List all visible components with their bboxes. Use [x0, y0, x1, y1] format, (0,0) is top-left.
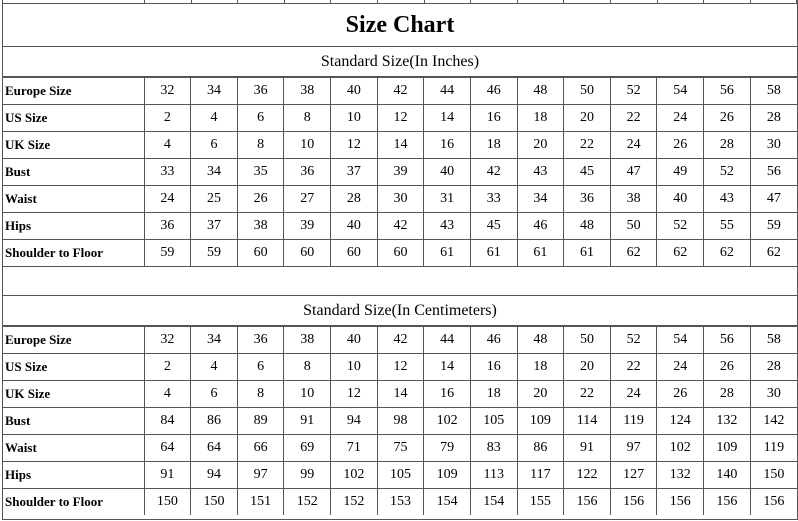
- table-cell: 38: [284, 78, 331, 105]
- table-cell: 102: [657, 435, 704, 462]
- row-label: US Size: [3, 105, 144, 132]
- table-cell: 35: [237, 159, 284, 186]
- table-cell: 36: [284, 159, 331, 186]
- centimeters-section-title: Standard Size(In Centimeters): [3, 296, 797, 326]
- table-cell: 12: [377, 354, 424, 381]
- table-row: [3, 78, 797, 105]
- table-cell: 45: [470, 213, 517, 240]
- table-cell: 40: [331, 327, 378, 354]
- table-cell: 50: [610, 213, 657, 240]
- table-cell: 52: [610, 78, 657, 105]
- chart-title: Size Chart: [3, 3, 797, 47]
- table-cell: 152: [284, 489, 331, 516]
- row-label: Europe Size: [3, 78, 144, 105]
- table-cell: 86: [191, 408, 238, 435]
- table-cell: 26: [657, 132, 704, 159]
- row-label: Hips: [3, 462, 144, 489]
- table-cell: 40: [331, 78, 378, 105]
- table-cell: 16: [424, 132, 471, 159]
- table-cell: 34: [191, 78, 238, 105]
- table-cell: 156: [657, 489, 704, 516]
- table-cell: 52: [657, 213, 704, 240]
- table-cell: 48: [517, 78, 564, 105]
- table-cell: 16: [424, 381, 471, 408]
- table-cell: 46: [517, 213, 564, 240]
- table-cell: 84: [144, 408, 191, 435]
- table-cell: 102: [331, 462, 378, 489]
- table-cell: 10: [284, 381, 331, 408]
- table-cell: 34: [191, 327, 238, 354]
- table-cell: 32: [144, 78, 191, 105]
- table-cell: 52: [704, 159, 751, 186]
- table-cell: 97: [610, 435, 657, 462]
- table-cell: 55: [704, 213, 751, 240]
- table-cell: 52: [610, 327, 657, 354]
- table-cell: 24: [610, 381, 657, 408]
- table-cell: 12: [331, 132, 378, 159]
- table-cell: 28: [704, 132, 751, 159]
- table-cell: 64: [144, 435, 191, 462]
- table-cell: 31: [424, 186, 471, 213]
- row-label: Shoulder to Floor: [3, 489, 144, 516]
- table-cell: 42: [470, 159, 517, 186]
- table-cell: 58: [750, 327, 797, 354]
- table-cell: 6: [237, 105, 284, 132]
- table-row: [3, 240, 797, 267]
- table-cell: 36: [237, 78, 284, 105]
- table-cell: 62: [610, 240, 657, 267]
- table-cell: 32: [144, 327, 191, 354]
- table-cell: 36: [237, 327, 284, 354]
- table-cell: 45: [564, 159, 611, 186]
- table-cell: 26: [704, 354, 751, 381]
- table-cell: 151: [237, 489, 284, 516]
- table-cell: 12: [331, 381, 378, 408]
- table-cell: 122: [564, 462, 611, 489]
- table-cell: 2: [144, 105, 191, 132]
- table-cell: 119: [610, 408, 657, 435]
- table-cell: 61: [564, 240, 611, 267]
- table-cell: 156: [564, 489, 611, 516]
- table-cell: 46: [470, 327, 517, 354]
- table-cell: 156: [610, 489, 657, 516]
- table-cell: 60: [331, 240, 378, 267]
- table-cell: 42: [377, 78, 424, 105]
- table-cell: 94: [191, 462, 238, 489]
- table-cell: 152: [331, 489, 378, 516]
- table-cell: 10: [331, 105, 378, 132]
- table-cell: 25: [191, 186, 238, 213]
- table-cell: 59: [191, 240, 238, 267]
- table-cell: 49: [657, 159, 704, 186]
- table-cell: 109: [517, 408, 564, 435]
- table-cell: 18: [517, 105, 564, 132]
- table-cell: 40: [657, 186, 704, 213]
- table-cell: 22: [610, 105, 657, 132]
- table-cell: 153: [377, 489, 424, 516]
- table-cell: 33: [144, 159, 191, 186]
- table-cell: 24: [144, 186, 191, 213]
- table-cell: 24: [657, 105, 704, 132]
- table-cell: 43: [424, 213, 471, 240]
- table-cell: 127: [610, 462, 657, 489]
- table-row: [3, 408, 797, 435]
- table-cell: 34: [517, 186, 564, 213]
- table-cell: 10: [284, 132, 331, 159]
- inches-section-title: Standard Size(In Inches): [3, 47, 797, 77]
- inches-size-table: [3, 77, 797, 267]
- table-cell: 61: [424, 240, 471, 267]
- table-cell: 6: [191, 381, 238, 408]
- table-cell: 43: [517, 159, 564, 186]
- table-cell: 33: [470, 186, 517, 213]
- table-cell: 59: [750, 213, 797, 240]
- table-cell: 36: [564, 186, 611, 213]
- table-cell: 39: [284, 213, 331, 240]
- table-cell: 54: [657, 78, 704, 105]
- table-cell: 20: [564, 105, 611, 132]
- table-cell: 44: [424, 78, 471, 105]
- table-cell: 14: [424, 354, 471, 381]
- table-cell: 30: [750, 132, 797, 159]
- table-cell: 150: [191, 489, 238, 516]
- table-cell: 58: [750, 78, 797, 105]
- table-cell: 56: [704, 327, 751, 354]
- table-cell: 8: [284, 354, 331, 381]
- table-row: [3, 462, 797, 489]
- table-cell: 150: [144, 489, 191, 516]
- table-cell: 60: [377, 240, 424, 267]
- table-cell: 12: [377, 105, 424, 132]
- row-label: Bust: [3, 159, 144, 186]
- table-cell: 40: [424, 159, 471, 186]
- row-label: Waist: [3, 435, 144, 462]
- table-cell: 124: [657, 408, 704, 435]
- table-cell: 119: [750, 435, 797, 462]
- table-cell: 61: [517, 240, 564, 267]
- table-row: [3, 381, 797, 408]
- table-cell: 14: [424, 105, 471, 132]
- table-cell: 47: [610, 159, 657, 186]
- table-cell: 94: [331, 408, 378, 435]
- table-cell: 156: [750, 489, 797, 516]
- table-cell: 24: [610, 132, 657, 159]
- table-cell: 26: [237, 186, 284, 213]
- table-row: [3, 354, 797, 381]
- table-cell: 61: [470, 240, 517, 267]
- table-cell: 83: [470, 435, 517, 462]
- table-cell: 154: [470, 489, 517, 516]
- table-cell: 20: [517, 132, 564, 159]
- centimeters-size-table: [3, 326, 797, 515]
- table-cell: 114: [564, 408, 611, 435]
- table-cell: 28: [331, 186, 378, 213]
- table-row: [3, 489, 797, 516]
- table-cell: 22: [564, 381, 611, 408]
- row-label: Shoulder to Floor: [3, 240, 144, 267]
- table-cell: 24: [657, 354, 704, 381]
- table-row: [3, 132, 797, 159]
- section-spacer: [3, 269, 797, 296]
- table-cell: 117: [517, 462, 564, 489]
- table-cell: 154: [424, 489, 471, 516]
- table-cell: 97: [237, 462, 284, 489]
- table-cell: 59: [144, 240, 191, 267]
- table-cell: 18: [470, 381, 517, 408]
- table-cell: 34: [191, 159, 238, 186]
- table-cell: 89: [237, 408, 284, 435]
- table-cell: 50: [564, 78, 611, 105]
- table-cell: 43: [704, 186, 751, 213]
- table-row: [3, 159, 797, 186]
- table-cell: 30: [377, 186, 424, 213]
- table-cell: 47: [750, 186, 797, 213]
- row-label: US Size: [3, 354, 144, 381]
- table-cell: 10: [331, 354, 378, 381]
- table-cell: 79: [424, 435, 471, 462]
- table-cell: 109: [704, 435, 751, 462]
- table-cell: 39: [377, 159, 424, 186]
- table-cell: 27: [284, 186, 331, 213]
- table-cell: 50: [564, 327, 611, 354]
- table-cell: 46: [470, 78, 517, 105]
- table-cell: 37: [331, 159, 378, 186]
- table-cell: 4: [144, 381, 191, 408]
- table-cell: 86: [517, 435, 564, 462]
- table-cell: 150: [750, 462, 797, 489]
- table-cell: 8: [237, 381, 284, 408]
- row-label: Waist: [3, 186, 144, 213]
- table-cell: 14: [377, 132, 424, 159]
- table-cell: 113: [470, 462, 517, 489]
- table-cell: 28: [750, 354, 797, 381]
- table-cell: 109: [424, 462, 471, 489]
- table-cell: 132: [657, 462, 704, 489]
- table-cell: 40: [331, 213, 378, 240]
- table-cell: 4: [191, 354, 238, 381]
- table-cell: 48: [517, 327, 564, 354]
- table-row: [3, 213, 797, 240]
- table-cell: 105: [470, 408, 517, 435]
- table-cell: 16: [470, 105, 517, 132]
- table-cell: 22: [610, 354, 657, 381]
- table-cell: 20: [517, 381, 564, 408]
- table-cell: 105: [377, 462, 424, 489]
- table-cell: 156: [704, 489, 751, 516]
- table-cell: 2: [144, 354, 191, 381]
- table-cell: 91: [284, 408, 331, 435]
- table-row: [3, 327, 797, 354]
- table-cell: 16: [470, 354, 517, 381]
- row-label: UK Size: [3, 381, 144, 408]
- table-cell: 142: [750, 408, 797, 435]
- table-cell: 62: [750, 240, 797, 267]
- table-cell: 91: [144, 462, 191, 489]
- table-cell: 69: [284, 435, 331, 462]
- table-cell: 44: [424, 327, 471, 354]
- table-cell: 99: [284, 462, 331, 489]
- table-cell: 66: [237, 435, 284, 462]
- table-cell: 28: [704, 381, 751, 408]
- table-cell: 60: [284, 240, 331, 267]
- table-cell: 42: [377, 213, 424, 240]
- row-label: UK Size: [3, 132, 144, 159]
- table-cell: 102: [424, 408, 471, 435]
- table-row: [3, 105, 797, 132]
- table-cell: 20: [564, 354, 611, 381]
- row-label: Hips: [3, 213, 144, 240]
- table-cell: 64: [191, 435, 238, 462]
- table-cell: 8: [237, 132, 284, 159]
- table-cell: 71: [331, 435, 378, 462]
- table-row: [3, 186, 797, 213]
- table-cell: 54: [657, 327, 704, 354]
- table-cell: 14: [377, 381, 424, 408]
- table-cell: 155: [517, 489, 564, 516]
- table-cell: 60: [237, 240, 284, 267]
- table-cell: 62: [704, 240, 751, 267]
- table-cell: 98: [377, 408, 424, 435]
- table-cell: 132: [704, 408, 751, 435]
- table-cell: 26: [704, 105, 751, 132]
- table-cell: 140: [704, 462, 751, 489]
- table-cell: 42: [377, 327, 424, 354]
- table-cell: 18: [517, 354, 564, 381]
- table-cell: 4: [144, 132, 191, 159]
- table-cell: 28: [750, 105, 797, 132]
- table-cell: 56: [704, 78, 751, 105]
- table-cell: 62: [657, 240, 704, 267]
- table-cell: 36: [144, 213, 191, 240]
- size-chart: [2, 0, 798, 520]
- table-cell: 37: [191, 213, 238, 240]
- table-cell: 38: [237, 213, 284, 240]
- row-label: Europe Size: [3, 327, 144, 354]
- table-cell: 8: [284, 105, 331, 132]
- table-cell: 75: [377, 435, 424, 462]
- row-label: Bust: [3, 408, 144, 435]
- table-cell: 56: [750, 159, 797, 186]
- table-cell: 6: [237, 354, 284, 381]
- table-cell: 38: [610, 186, 657, 213]
- table-cell: 48: [564, 213, 611, 240]
- table-cell: 18: [470, 132, 517, 159]
- table-cell: 91: [564, 435, 611, 462]
- table-cell: 30: [750, 381, 797, 408]
- table-cell: 38: [284, 327, 331, 354]
- table-row: [3, 435, 797, 462]
- table-cell: 22: [564, 132, 611, 159]
- table-cell: 6: [191, 132, 238, 159]
- table-cell: 4: [191, 105, 238, 132]
- table-cell: 26: [657, 381, 704, 408]
